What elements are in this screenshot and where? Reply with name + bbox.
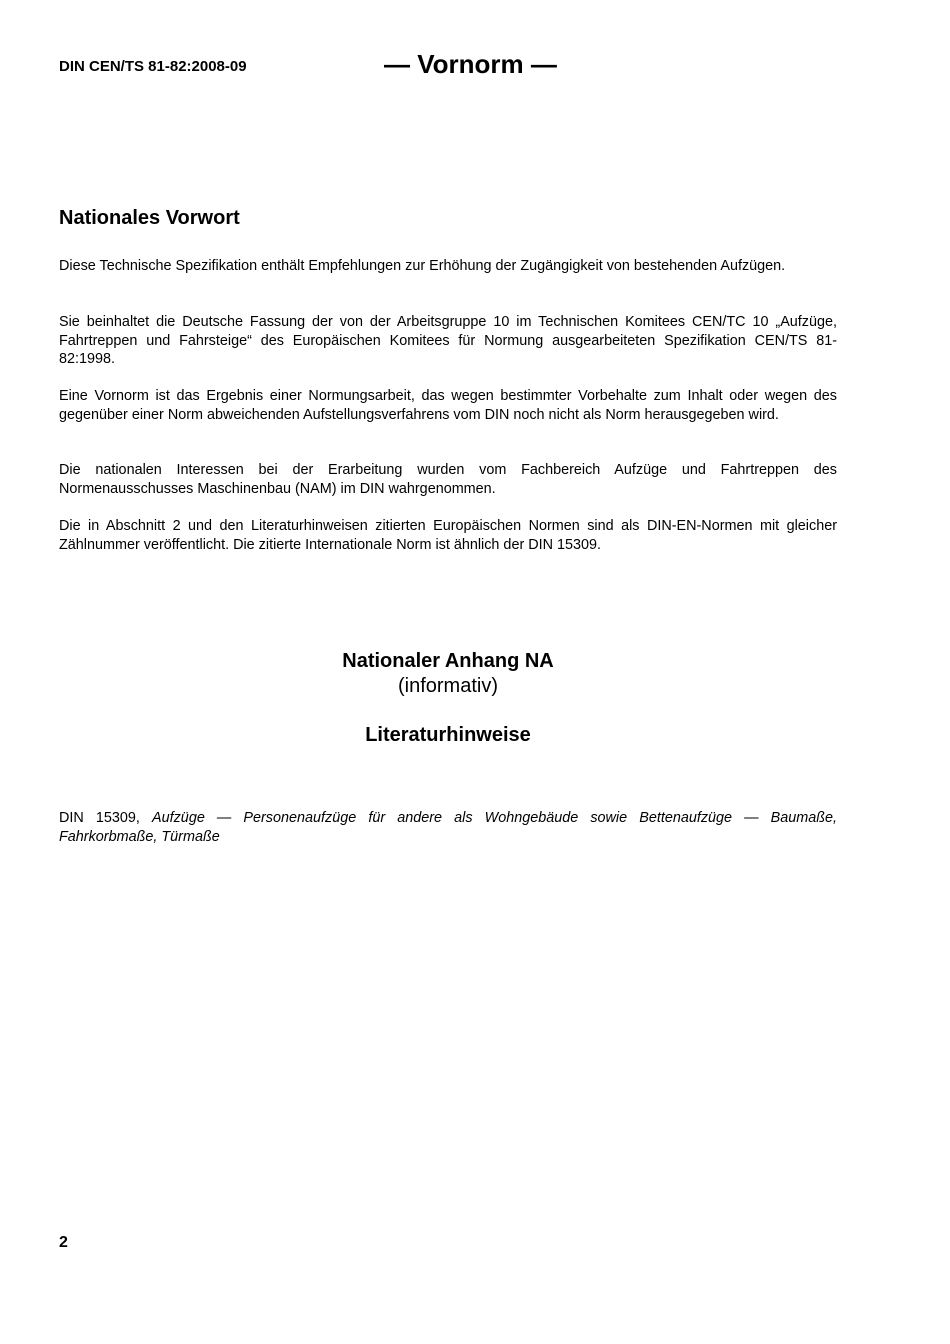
- annex-title: Nationaler Anhang NA: [342, 650, 554, 672]
- vorwort-paragraph: Diese Technische Spezifikation enthält Empfehlungen zur Erhöhung der Zugängigkeit von bestehenden Aufzügen.: [59, 258, 786, 274]
- page-number: 2: [59, 1234, 68, 1251]
- document-id: DIN CEN/TS 81-82:2008-09: [59, 58, 247, 75]
- reference-number: DIN 15309,: [59, 810, 140, 826]
- section-heading-vorwort: Nationales Vorwort: [59, 207, 240, 229]
- annex-subtitle: (informativ): [397, 675, 498, 697]
- vorwort-paragraph: Die nationalen Interessen bei der Erarbeitung wurden vom Fachbereich Aufzüge und Fahrtreppen des Normenausschusses Maschinenbau (NAM) im DIN wahrgenommen.: [59, 462, 837, 497]
- reference-title: Aufzüge — Personenaufzüge für andere als Wohngebäude sowie Bettenaufzüge — Baumaße, Fahrkorbmaße, Türmaße: [59, 810, 838, 845]
- literature-heading: Literaturhinweise: [365, 724, 531, 746]
- vorwort-paragraph: Sie beinhaltet die Deutsche Fassung der von der Arbeitsgruppe 10 im Technischen Komitees CEN/TC 10 „Aufzüge, Fahrtreppen und Fahrsteige“ des Europäischen Komitees für Normung ausgearbeiteten Spezifikation CEN/TS 81-82:1998.: [59, 314, 837, 367]
- vorwort-paragraph: Eine Vornorm ist das Ergebnis einer Normungsarbeit, das wegen bestimmter Vorbehalte zum Inhalt oder wegen des gegenüber einer Norm abweichenden Aufstellungsverfahrens vom DIN noch nicht als Norm herausgegeben wird.: [59, 388, 837, 423]
- reference-entry: [59, 809, 837, 846]
- vorwort-paragraph: Die in Abschnitt 2 und den Literaturhinweisen zitierten Europäischen Normen sind als DIN-EN-Normen mit gleicher Zählnummer veröffentlicht. Die zitierte Internationale Norm ist ähnlich der DIN 15309.: [59, 518, 837, 553]
- document-status: — Vornorm —: [384, 49, 557, 79]
